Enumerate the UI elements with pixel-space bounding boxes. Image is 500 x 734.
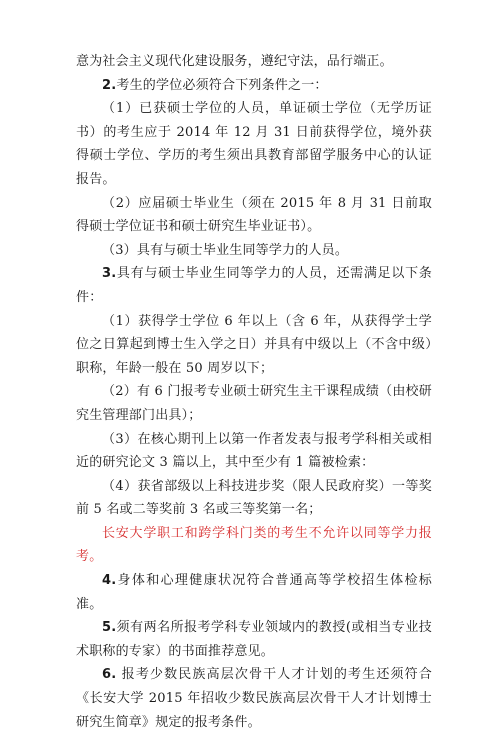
paragraph-text: （4）获省部级以上科技进步奖（限人民政府奖）一等奖前 5 名或二等奖前 3 名或三等奖第一名；	[76, 478, 432, 518]
item-number: 6.	[102, 667, 117, 683]
item-3-sub-3	[76, 428, 432, 475]
item-2-sub-3	[76, 239, 432, 263]
paragraph-text: （3）具有与硕士毕业生同等学力的人员。	[102, 242, 349, 258]
item-5	[76, 616, 432, 663]
item-number: 4.	[102, 573, 117, 589]
item-2-sub-1	[76, 97, 432, 191]
paragraph-text: （1）获得学士学位 6 年以上（含 6 年，从获得学士学位之日算起到博士生入学之日）并具有中级以上（不含中级）职称，年龄一般在 50 周岁以下；	[76, 313, 432, 376]
restriction-note	[76, 522, 432, 569]
paragraph-text: 具有与硕士毕业生同等学力的人员，还需满足以下条件：	[76, 266, 432, 305]
item-3-heading	[76, 262, 432, 309]
item-2-sub-2	[76, 192, 432, 239]
paragraph-text: 须有两名所报考学科专业领域内的教授(或相当专业技术职称的专家）的书面推荐意见。	[76, 620, 432, 659]
paragraph-intro-end	[76, 50, 432, 74]
paragraph-text: 报考少数民族高层次骨干人才计划的考生还须符合《长安大学 2015 年招收少数民族高层次骨干人才计划博士研究生简章》规定的报考条件。	[76, 667, 432, 730]
item-4	[76, 569, 432, 616]
item-3-sub-4	[76, 475, 432, 522]
item-number: 2.	[102, 77, 117, 93]
paragraph-text: 长安大学职工和跨学科门类的考生不允许以同等学力报考。	[76, 525, 432, 565]
paragraph-text: （2）有 6 门报考专业硕士研究生主干课程成绩（由校研究生管理部门出具）；	[76, 384, 432, 423]
paragraph-text: （3）在核心期刊上以第一作者发表与报考学科相关或相近的研究论文 3 篇以上，其中至少有 1 篇被检索：	[76, 431, 432, 471]
paragraph-text: 身体和心理健康状况符合普通高等学校招生体检标准。	[76, 573, 432, 612]
paragraph-text: （1）已获硕士学位的人员，单证硕士学位（无学历证书）的考生应于 2014 年 12 月 31 日前获得学位，境外获得硕士学位、学历的考生须出具教育部留学服务中心的认证报告。	[76, 101, 432, 187]
paragraph-text: 意为社会主义现代化建设服务，遵纪守法，品行端正。	[76, 54, 393, 69]
item-number: 3.	[102, 266, 117, 282]
paragraph-text: 考生的学位必须符合下列条件之一：	[116, 77, 328, 93]
item-2-heading	[76, 74, 432, 98]
item-3-sub-2	[76, 380, 432, 427]
item-number: 5.	[102, 620, 117, 636]
item-3-sub-1	[76, 310, 432, 381]
item-6	[76, 663, 432, 734]
paragraph-text: （2）应届硕士毕业生（须在 2015 年 8 月 31 日前取得硕士学位证书和硕士研究生毕业证书）。	[76, 195, 432, 235]
